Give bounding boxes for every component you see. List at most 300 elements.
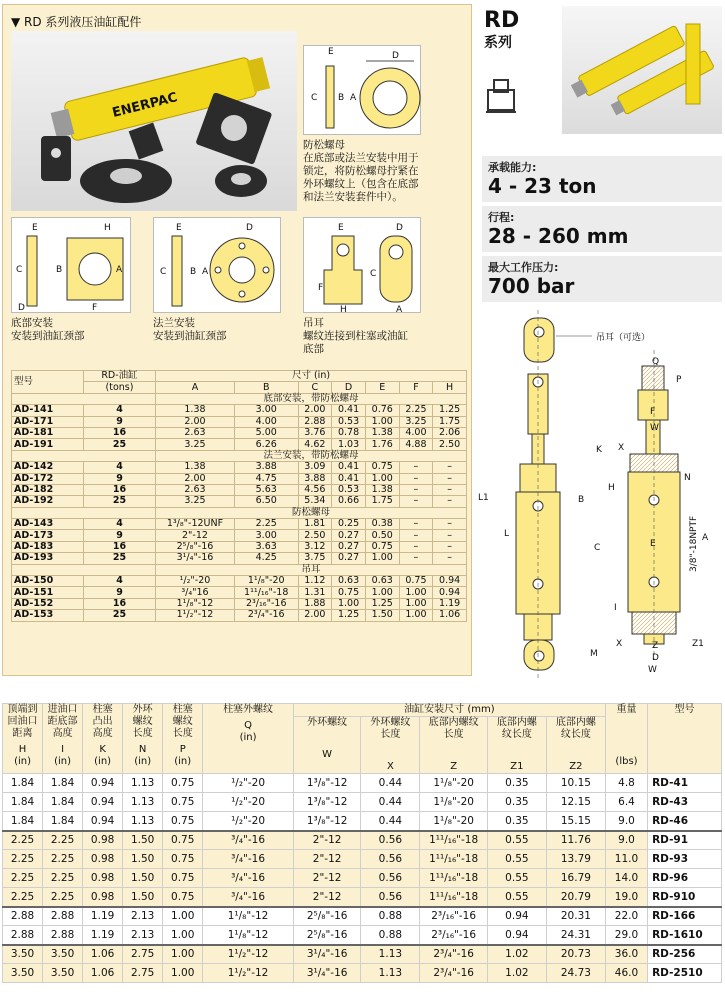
value-cell: 9 <box>84 530 156 541</box>
value-cell: 2.88 <box>43 926 83 945</box>
value-cell: 2.50 <box>298 530 332 541</box>
svg-text:F: F <box>92 303 98 313</box>
value-cell: 0.56 <box>361 850 420 869</box>
value-cell: 0.94 <box>433 587 467 598</box>
col-header-line: H <box>18 744 27 755</box>
value-cell: 2.25 <box>43 888 83 907</box>
value-cell: 2.25 <box>399 405 433 416</box>
value-cell: 3.00 <box>234 405 298 416</box>
model-cell: AD-183 <box>12 541 84 552</box>
value-cell: 1.76 <box>365 439 399 450</box>
col-header-line: (in) <box>54 756 72 767</box>
value-cell: 9.0 <box>605 831 647 850</box>
model-cell: AD-143 <box>12 519 84 530</box>
value-cell: 0.27 <box>332 541 366 552</box>
value-cell: 0.66 <box>332 496 366 507</box>
value-cell: 2.63 <box>156 427 235 438</box>
weight-unit: (lbs) <box>615 756 638 767</box>
value-cell: – <box>399 496 433 507</box>
value-cell: 2.13 <box>123 926 163 945</box>
model-cell: AD-182 <box>12 484 84 495</box>
value-cell: 2.88 <box>3 926 43 945</box>
value-cell: 2.00 <box>298 405 332 416</box>
mount-col-line: 底部内螺 <box>496 717 537 728</box>
svg-text:E: E <box>650 539 656 549</box>
value-cell: 3.50 <box>43 964 83 983</box>
value-cell: 1.50 <box>365 610 399 621</box>
value-cell: 1.00 <box>365 416 399 427</box>
mount-col-line: W <box>322 749 333 760</box>
value-cell: 0.75 <box>399 576 433 587</box>
accessories-panel <box>2 4 472 676</box>
value-cell: 0.94 <box>83 774 123 793</box>
mount-col-line: 外环螺纹 <box>307 717 348 728</box>
value-cell: 1.13 <box>123 774 163 793</box>
svg-text:F: F <box>650 407 656 417</box>
specs-table <box>2 703 722 983</box>
value-cell: 0.25 <box>332 519 366 530</box>
model-cell: RD-93 <box>648 850 722 869</box>
table-row <box>12 484 467 495</box>
value-cell: – <box>433 484 467 495</box>
model-cell: AD-151 <box>12 587 84 598</box>
value-cell: 1.50 <box>123 850 163 869</box>
value-cell: 0.27 <box>332 553 366 564</box>
value-cell: 1¹/₂"-12 <box>156 610 235 621</box>
value-cell: 1.25 <box>332 610 366 621</box>
value-cell: – <box>433 473 467 484</box>
model-cell: AD-173 <box>12 530 84 541</box>
series-heading <box>484 10 556 118</box>
base-mount-caption: 底部安装 安装到油缸颈部 <box>11 317 85 342</box>
value-cell: 2.25 <box>3 888 43 907</box>
model-cell: RD-910 <box>648 888 722 907</box>
value-cell: 3.00 <box>234 530 298 541</box>
value-cell: 1¹/₈"-12 <box>203 907 294 926</box>
value-cell: 16 <box>84 598 156 609</box>
col-header-line: 螺纹 <box>132 716 153 727</box>
value-cell: 0.53 <box>332 416 366 427</box>
value-cell: 0.75 <box>163 774 203 793</box>
col-header-line: 长度 <box>172 728 193 739</box>
value-cell: 2³/₄"-16 <box>234 610 298 621</box>
svg-text:A: A <box>202 267 209 277</box>
value-cell: 1.00 <box>399 587 433 598</box>
model-cell: RD-46 <box>648 812 722 831</box>
svg-text:M: M <box>590 649 598 659</box>
value-cell: 2.25 <box>3 869 43 888</box>
model-cell: AD-153 <box>12 610 84 621</box>
value-cell: 16 <box>84 484 156 495</box>
section-title: 底部安装，带防松螺母 <box>156 393 467 404</box>
value-cell: 1.00 <box>399 610 433 621</box>
svg-text:E: E <box>32 223 38 233</box>
col-header <box>163 704 203 774</box>
table-row <box>3 888 722 907</box>
value-cell: 46.0 <box>605 964 647 983</box>
value-cell: 2"-12 <box>293 850 360 869</box>
value-cell: 0.88 <box>361 907 420 926</box>
value-cell: 2.25 <box>43 831 83 850</box>
value-cell: – <box>399 484 433 495</box>
value-cell: 0.55 <box>487 888 546 907</box>
table-row <box>12 530 467 541</box>
svg-text:P: P <box>676 375 682 385</box>
clevis-optional-label: 吊耳（可选） <box>596 333 651 343</box>
table-row <box>12 598 467 609</box>
value-cell: 2.00 <box>298 610 332 621</box>
col-header-line: 外环 <box>132 704 153 715</box>
value-cell: 1.00 <box>163 964 203 983</box>
product-photo <box>562 6 722 134</box>
value-cell: 2³/₄"-16 <box>420 945 487 964</box>
svg-text:Q: Q <box>652 357 660 367</box>
value-cell: 0.38 <box>365 519 399 530</box>
col-header-line: (in) <box>174 756 192 767</box>
value-cell: 24.73 <box>546 964 605 983</box>
value-cell: 1³/₈"-12 <box>293 774 360 793</box>
model-cell: AD-191 <box>12 439 84 450</box>
col-header <box>3 704 43 774</box>
locknut-caption: 防松螺母 在底部或法兰安装中用于 锁定，将防松螺母拧紧在 外环螺纹上（包含在底部 和法兰安装套件中）。 <box>303 139 419 203</box>
value-cell: 1¹/₈"-20 <box>234 576 298 587</box>
value-cell: 1¹¹/₁₆"-18 <box>234 587 298 598</box>
dim-col-header: D <box>332 382 366 393</box>
table-row <box>3 964 722 983</box>
value-cell: 12.15 <box>546 793 605 812</box>
svg-text:X: X <box>616 639 623 649</box>
value-cell: 1¹¹/₁₆"-18 <box>420 869 487 888</box>
svg-text:N: N <box>684 473 691 483</box>
value-cell: 0.56 <box>361 888 420 907</box>
svg-text:B: B <box>56 265 63 275</box>
table-row <box>3 907 722 926</box>
flange-mount-drawing <box>153 217 281 313</box>
value-cell: 2.25 <box>43 850 83 869</box>
value-cell: – <box>399 473 433 484</box>
col-header-line: 螺纹 <box>172 716 193 727</box>
value-cell: 2.75 <box>123 945 163 964</box>
value-cell: 1.75 <box>433 416 467 427</box>
value-cell: ¹/₂"-20 <box>203 774 294 793</box>
dim-col-header: A <box>156 382 235 393</box>
value-cell: 4.62 <box>298 439 332 450</box>
table-row <box>3 926 722 945</box>
value-cell: 2.25 <box>43 869 83 888</box>
table-row <box>3 869 722 888</box>
value-cell: 1.31 <box>298 587 332 598</box>
value-cell: 0.98 <box>83 831 123 850</box>
value-cell: 1.50 <box>123 831 163 850</box>
value-cell: 1.84 <box>43 812 83 831</box>
dim-col-header: B <box>234 382 298 393</box>
weight-label: 重量 <box>616 704 637 715</box>
col-header-line: 凸出 <box>92 716 113 727</box>
value-cell: 1.06 <box>433 610 467 621</box>
value-cell: 0.44 <box>361 793 420 812</box>
value-cell: 1.00 <box>365 553 399 564</box>
value-cell: 3.25 <box>399 416 433 427</box>
value-cell: 1.84 <box>3 774 43 793</box>
section-title: 吊耳 <box>156 564 467 575</box>
mount-col-line: 底部内螺纹 <box>428 717 479 728</box>
col-header <box>43 704 83 774</box>
value-cell: – <box>399 553 433 564</box>
value-cell: 1.00 <box>365 473 399 484</box>
value-cell: 0.98 <box>83 888 123 907</box>
table-row <box>12 519 467 530</box>
locknut-drawing <box>303 45 421 135</box>
value-cell: 0.75 <box>163 831 203 850</box>
value-cell: 0.75 <box>365 541 399 552</box>
mount-col-line: 外环螺纹 <box>370 717 411 728</box>
col-header-line: P <box>179 744 186 755</box>
value-cell: 0.94 <box>433 576 467 587</box>
value-cell: 2.63 <box>156 484 235 495</box>
thread-label: 3/8"-18NPTF <box>689 515 699 572</box>
svg-text:W: W <box>650 423 659 433</box>
section-title: 防松螺母 <box>156 507 467 518</box>
value-cell: 3.25 <box>156 496 235 507</box>
value-cell: 4.75 <box>234 473 298 484</box>
model-cell: AD-193 <box>12 553 84 564</box>
col-header-line: N <box>138 744 147 755</box>
col-header <box>83 704 123 774</box>
value-cell: 0.35 <box>487 793 546 812</box>
value-cell: 20.73 <box>546 945 605 964</box>
value-cell: 9 <box>84 473 156 484</box>
value-cell: 0.55 <box>487 869 546 888</box>
svg-text:E: E <box>176 223 182 233</box>
value-cell: 1¹/₂"-12 <box>203 964 294 983</box>
section-header <box>12 564 467 575</box>
svg-text:B: B <box>338 93 345 103</box>
value-cell: 1.13 <box>123 793 163 812</box>
col-header-line: 柱塞 <box>172 704 193 715</box>
svg-text:H: H <box>340 305 347 314</box>
value-cell: 1.06 <box>83 964 123 983</box>
value-cell: 2.88 <box>3 907 43 926</box>
value-cell: 1.38 <box>365 484 399 495</box>
value-cell: 1.02 <box>487 964 546 983</box>
mount-col-line: Z <box>450 761 458 772</box>
value-cell: 2³/₁₆"-16 <box>234 598 298 609</box>
value-cell: 1.38 <box>156 462 235 473</box>
value-cell: 1.00 <box>332 598 366 609</box>
value-cell: 1.19 <box>83 907 123 926</box>
value-cell: 2⁵/₈"-16 <box>156 541 235 552</box>
value-cell: 1¹/₈"-12 <box>203 926 294 945</box>
value-cell: 2⁵/₈"-16 <box>293 907 360 926</box>
value-cell: 1.19 <box>83 926 123 945</box>
value-cell: ³/₄"-16 <box>203 869 294 888</box>
value-cell: 4 <box>84 576 156 587</box>
svg-text:E: E <box>328 47 334 57</box>
value-cell: 5.00 <box>234 427 298 438</box>
dim-col-header: F <box>399 382 433 393</box>
spec-capacity: 承载能力: 4 - 23 ton <box>482 156 722 202</box>
mount-col-header <box>487 717 546 774</box>
value-cell: 0.94 <box>83 812 123 831</box>
clevis-optional-shape <box>524 318 554 362</box>
value-cell: 0.55 <box>487 850 546 869</box>
svg-text:D: D <box>18 303 25 313</box>
value-cell: 3¹/₄"-16 <box>293 945 360 964</box>
value-cell: 1.84 <box>43 774 83 793</box>
base-mount-drawing <box>11 217 131 313</box>
value-cell: 2"-12 <box>156 530 235 541</box>
table-row <box>3 774 722 793</box>
cylinder-icon <box>484 78 518 114</box>
value-cell: 2"-12 <box>293 869 360 888</box>
accessories-photo <box>11 31 297 211</box>
model-cell: RD-43 <box>648 793 722 812</box>
col-header-line: 高度 <box>92 728 113 739</box>
flange-mount-caption: 法兰安装 安装到油缸颈部 <box>153 317 227 342</box>
value-cell: 1.38 <box>156 405 235 416</box>
svg-text:D: D <box>246 223 253 233</box>
cylinder-drawing <box>472 310 725 688</box>
col-header-line: K <box>99 744 106 755</box>
value-cell: 11.0 <box>605 850 647 869</box>
col-header <box>203 704 294 774</box>
model-cell: RD-96 <box>648 869 722 888</box>
model-cell: AD-142 <box>12 462 84 473</box>
value-cell: 2.06 <box>433 427 467 438</box>
value-cell: ³/₄"-16 <box>203 850 294 869</box>
value-cell: 0.76 <box>365 405 399 416</box>
value-cell: 1.25 <box>365 598 399 609</box>
value-cell: 3.63 <box>234 541 298 552</box>
value-cell: 0.75 <box>163 888 203 907</box>
value-cell: 2.75 <box>123 964 163 983</box>
value-cell: – <box>433 519 467 530</box>
col-header-line: (in) <box>134 756 152 767</box>
value-cell: 1¹/₈"-20 <box>420 774 487 793</box>
value-cell: 1¹¹/₁₆"-18 <box>420 850 487 869</box>
mount-col-line: 长度 <box>443 729 464 740</box>
value-cell: 1.84 <box>3 793 43 812</box>
value-cell: 1.84 <box>3 812 43 831</box>
value-cell: 3.88 <box>234 462 298 473</box>
col-header-line: (in) <box>14 756 31 767</box>
table-row <box>12 473 467 484</box>
value-cell: 0.55 <box>487 831 546 850</box>
value-cell: 1.50 <box>123 888 163 907</box>
value-cell: ¹/₂"-20 <box>156 576 235 587</box>
value-cell: 22.0 <box>605 907 647 926</box>
svg-text:A: A <box>350 93 357 103</box>
col-dims: 尺寸 (in) <box>156 371 467 382</box>
svg-text:F: F <box>318 283 324 293</box>
value-cell: 4.56 <box>298 484 332 495</box>
model-header: 型号 <box>648 704 722 774</box>
svg-text:Z: Z <box>652 641 659 651</box>
value-cell: 1.00 <box>163 926 203 945</box>
value-cell: 1.03 <box>332 439 366 450</box>
value-cell: 3¹/₄"-16 <box>156 553 235 564</box>
value-cell: 15.15 <box>546 812 605 831</box>
col-header-line: 顶端到 <box>7 704 38 715</box>
model-cell: RD-1610 <box>648 926 722 945</box>
value-cell: 1.75 <box>365 496 399 507</box>
value-cell: 1¹/₈"-20 <box>420 793 487 812</box>
value-cell: 19.0 <box>605 888 647 907</box>
value-cell: 4.25 <box>234 553 298 564</box>
value-cell: 1¹/₈"-20 <box>420 812 487 831</box>
table-row <box>12 405 467 416</box>
value-cell: 1.00 <box>365 587 399 598</box>
value-cell: 3.88 <box>298 473 332 484</box>
value-cell: 16.79 <box>546 869 605 888</box>
svg-text:C: C <box>311 93 318 103</box>
value-cell: 0.53 <box>332 484 366 495</box>
model-cell: AD-192 <box>12 496 84 507</box>
model-cell: RD-91 <box>648 831 722 850</box>
value-cell: 0.56 <box>361 831 420 850</box>
col-header-line: 距底部 <box>47 716 78 727</box>
value-cell: 1.00 <box>163 907 203 926</box>
value-cell: 3.50 <box>43 945 83 964</box>
svg-text:A: A <box>702 533 709 543</box>
value-cell: 1.00 <box>399 598 433 609</box>
value-cell: 3.12 <box>298 541 332 552</box>
section-header <box>12 507 467 518</box>
dim-col-header: E <box>365 382 399 393</box>
svg-text:H: H <box>104 223 111 233</box>
value-cell: 3.76 <box>298 427 332 438</box>
svg-text:W: W <box>648 665 657 675</box>
model-cell: AD-152 <box>12 598 84 609</box>
value-cell: 1.06 <box>83 945 123 964</box>
dim-col-header: C <box>298 382 332 393</box>
table-row <box>12 462 467 473</box>
value-cell: 2.25 <box>3 850 43 869</box>
value-cell: ³/₄"16 <box>156 587 235 598</box>
model-cell: RD-166 <box>648 907 722 926</box>
table-row <box>12 576 467 587</box>
value-cell: 9.0 <box>605 812 647 831</box>
svg-text:L1: L1 <box>478 493 489 503</box>
value-cell: 4.8 <box>605 774 647 793</box>
value-cell: – <box>399 541 433 552</box>
mount-col-line: Z1 <box>510 761 524 772</box>
value-cell: 2.25 <box>234 519 298 530</box>
value-cell: – <box>433 530 467 541</box>
value-cell: 11.76 <box>546 831 605 850</box>
value-cell: 1.00 <box>163 945 203 964</box>
value-cell: 1.13 <box>361 945 420 964</box>
value-cell: – <box>433 462 467 473</box>
value-cell: 2³/₁₆"-16 <box>420 907 487 926</box>
value-cell: 1.12 <box>298 576 332 587</box>
value-cell: 2"-12 <box>293 831 360 850</box>
svg-text:X: X <box>618 443 625 453</box>
table-row <box>12 587 467 598</box>
value-cell: 5.63 <box>234 484 298 495</box>
value-cell: 2⁵/₈"-16 <box>293 926 360 945</box>
value-cell: – <box>433 553 467 564</box>
svg-text:C: C <box>16 265 23 275</box>
value-cell: 0.75 <box>163 812 203 831</box>
value-cell: 14.0 <box>605 869 647 888</box>
value-cell: 0.56 <box>361 869 420 888</box>
svg-text:B: B <box>578 495 585 505</box>
table-row <box>3 850 722 869</box>
value-cell: 2.88 <box>298 416 332 427</box>
col-header-line: 回油口 <box>7 716 38 727</box>
section-title: 法兰安装，带防松螺母 <box>156 450 467 461</box>
